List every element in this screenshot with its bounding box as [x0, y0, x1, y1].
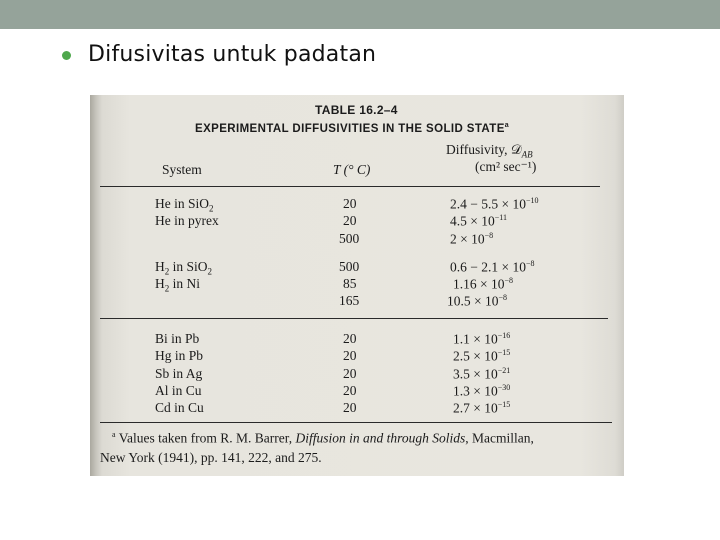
cell-temp: 20: [343, 348, 357, 363]
rule-header: [100, 186, 600, 187]
cell-temp: 20: [343, 213, 357, 228]
rule-group: [100, 318, 608, 319]
cell-system: $H_2$ in SiO$_2$: [155, 259, 213, 277]
header-system: System: [162, 162, 202, 177]
footnote-line-1: $^a$ Values taken from R. M. Barrer, Diffusion in and through Solids, Macmillan,: [112, 430, 534, 446]
cell-diffusivity: $4.5 \times 10^{-11}$: [450, 213, 507, 229]
cell-temp: 20: [343, 400, 357, 415]
cell-diffusivity: $2.4 - 5.5 \times 10^{-10}$: [450, 196, 539, 212]
cell-system: Bi in Pb: [155, 331, 200, 346]
cell-temp: 85: [343, 276, 357, 291]
header-temperature: T (° C): [333, 162, 371, 177]
cell-system: Hg in Pb: [155, 348, 204, 363]
cell-system: Sb in Ag: [155, 366, 203, 381]
cell-system: Cd in Cu: [155, 400, 204, 415]
cell-temp: 165: [339, 293, 360, 308]
rule-footer: [100, 422, 612, 423]
cell-system: Al in Cu: [155, 383, 202, 398]
table-title: EXPERIMENTAL DIFFUSIVITIES IN THE SOLID STATE$^a$: [195, 122, 510, 135]
cell-temp: 20: [343, 196, 357, 211]
cell-temp: 20: [343, 331, 357, 346]
header-diffusivity-units: (cm² sec⁻¹): [475, 159, 537, 174]
cell-diffusivity: $1.3 \times 10^{-30}$: [453, 383, 511, 399]
table-number: TABLE 16.2–4: [315, 103, 398, 117]
scanned-table-image: [90, 95, 624, 476]
slide-title: Difusivitas untuk padatan: [88, 42, 377, 67]
bullet-item: [62, 42, 376, 67]
cell-diffusivity: $10.5 \times 10^{-8}$: [447, 293, 508, 309]
cell-system: He in SiO$_2$: [155, 196, 214, 214]
header-bar: [0, 0, 720, 29]
cell-diffusivity: $1.16 \times 10^{-8}$: [453, 276, 514, 292]
cell-diffusivity: $0.6 - 2.1 \times 10^{-8}$: [450, 259, 535, 275]
cell-system: He in pyrex: [155, 213, 219, 228]
cell-temp: 20: [343, 366, 357, 381]
cell-diffusivity: $1.1 \times 10^{-16}$: [453, 331, 511, 347]
cell-temp: 500: [339, 231, 360, 246]
header-diffusivity-label: Diffusivity, 𝒟$_{AB}$: [446, 142, 533, 160]
bullet-dot-icon: [62, 51, 71, 60]
cell-temp: 20: [343, 383, 357, 398]
cell-diffusivity: $2.7 \times 10^{-15}$: [453, 400, 511, 416]
cell-diffusivity: $2.5 \times 10^{-15}$: [453, 348, 511, 364]
footnote-line-2: New York (1941), pp. 141, 222, and 275.: [100, 450, 322, 465]
cell-diffusivity: $2 \times 10^{-8}$: [450, 231, 494, 247]
cell-diffusivity: $3.5 \times 10^{-21}$: [453, 366, 511, 382]
cell-system: $H_2$ in Ni: [155, 276, 201, 294]
cell-temp: 500: [339, 259, 360, 274]
